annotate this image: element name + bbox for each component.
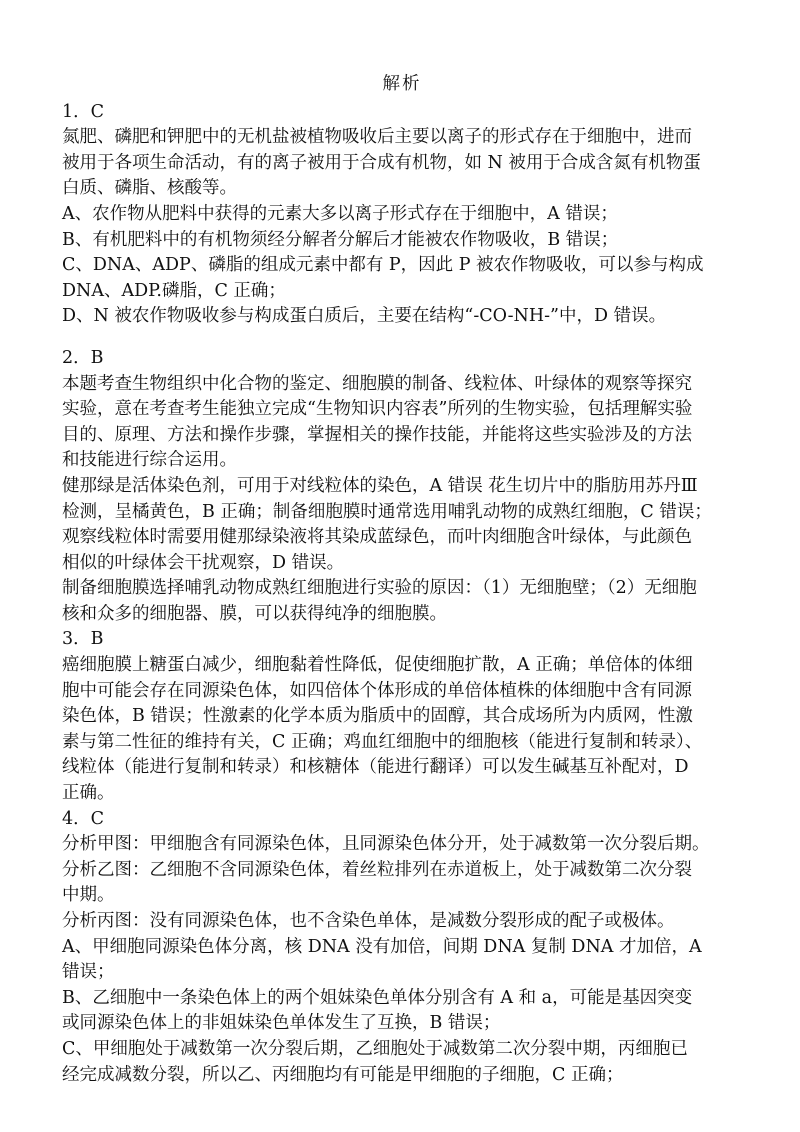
question-2: [62, 346, 742, 628]
option-b-analysis: B、有机肥料中的有机物须经分解者分解后才能被农作物吸收，B 错误；: [62, 229, 619, 250]
explanation-paragraph: 癌细胞膜上糖蛋白减少，细胞黏着性降低，促使细胞扩散，A 正确；单倍体的体细 胞中可能会存在同源染色体，如四倍体个体形成的单倍体植株的体细胞中含有同源 染色体，B 错误；性激素的化学本质为脂质中的固醇，其合成场所为内质网，性激 素与第二性征的维持有关，C 正确；鸡血红细胞中的细胞核（能进行复制和转录）、 线粒体（能进行复制和转录）和核糖体（能进行翻译）可以发生碱基互补配对，D 正确。: [62, 655, 703, 804]
answer-analysis-page: [62, 72, 742, 1088]
question-number: 2．B: [62, 347, 104, 368]
question-1: [62, 100, 742, 330]
option-b-analysis: B、乙细胞中一条染色体上的两个姐妹染色单体分别含有 A 和 a，可能是基因突变 或同源染色体上的非姐妹染色单体发生了互换，B 错误；: [62, 987, 693, 1034]
option-a-analysis: A、甲细胞同源染色体分离，核 DNA 没有加倍，间期 DNA 复制 DNA 才加倍，A 错误；: [62, 936, 702, 983]
option-c-analysis: C、DNA、ADP、磷脂的组成元素中都有 P，因此 P 被农作物吸收，可以参与构成 DNA、ADP.磷脂，C 正确；: [62, 255, 704, 301]
question-number: 3．B: [62, 629, 104, 650]
question-number: 4．C: [62, 808, 105, 829]
question-3: [62, 627, 742, 806]
figure-analysis: 分析甲图：甲细胞含有同源染色体，且同源染色体分开，处于减数第一次分裂后期。: [62, 834, 710, 855]
section-gap: [62, 330, 742, 346]
question-4: [62, 807, 742, 1089]
figure-analysis: 分析乙图：乙细胞不含同源染色体，着丝粒排列在赤道板上，处于减数第二次分裂 中期。: [62, 859, 692, 906]
explanation-paragraph: 本题考查生物组织中化合物的鉴定、细胞膜的制备、线粒体、叶绿体的观察等探究 实验，意在考查考生能独立完成“生物知识内容表”所列的生物实验，包括理解实验 目的、原理、方法和操作步骤，掌握相关的操作技能，并能将这些实验涉及的方法 和技能进行综合运用。: [62, 373, 693, 471]
option-a-analysis: A、农作物从肥料中获得的元素大多以离子形式存在于细胞中，A 错误；: [62, 203, 618, 224]
explanation-paragraph: 氮肥、磷肥和钾肥中的无机盐被植物吸收后主要以离子的形式存在于细胞中，进而 被用于各项生命活动，有的离子被用于合成有机物，如 N 被用于合成含氮有机物蛋 白质、磷脂、核酸等。: [62, 127, 701, 199]
figure-analysis: 分析丙图：没有同源染色体，也不含染色单体，是减数分裂形成的配子或极体。: [62, 911, 675, 931]
option-d-analysis: D、N 被农作物吸收参与构成蛋白质后，主要在结构“-CO-NH-”中，D 错误。: [62, 306, 667, 327]
option-c-analysis: C、甲细胞处于减数第一次分裂后期，乙细胞处于减数第二次分裂中期，丙细胞已 经完成减数分裂，所以乙、丙细胞均有可能是甲细胞的子细胞，C 正确；: [62, 1038, 688, 1085]
page-title: 解析: [382, 74, 422, 94]
question-number: 1．C: [62, 101, 105, 122]
explanation-paragraph: 制备细胞膜选择哺乳动物成熟红细胞进行实验的原因：（1）无细胞壁；（2）无细胞 核和众多的细胞器、膜，可以获得纯净的细胞膜。: [62, 578, 697, 624]
explanation-paragraph: 健那绿是活体染色剂，可用于对线粒体的染色，A 错误 花生切片中的脂肪用苏丹Ⅲ 检测，呈橘黄色，B 正确；制备细胞膜时通常选用哺乳动物的成熟红细胞，C 错误； 观察线粒体时需要用健那绿染液将其染成蓝绿色，而叶肉细胞含叶绿体，与此颜色 相似的叶绿体会干扰观察，D 错误。: [62, 475, 712, 573]
